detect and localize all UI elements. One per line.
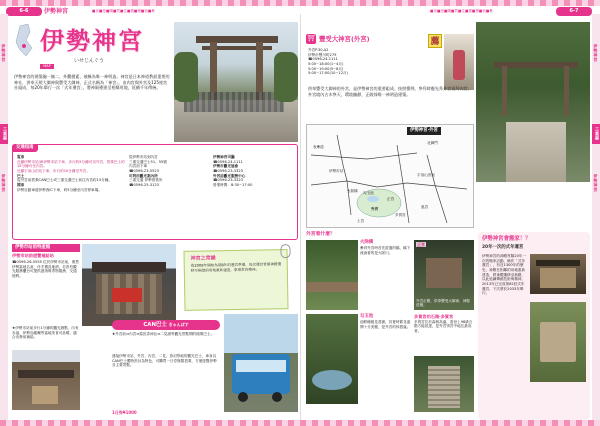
caption-magatama	[360, 314, 412, 404]
map-label-geku: 外宮	[371, 207, 379, 211]
geku-side-photo	[444, 34, 474, 90]
transport-line: 內宮前下車	[129, 164, 147, 169]
right-rail-top: 伊勢神宮	[593, 44, 599, 62]
title-block	[40, 26, 144, 56]
caption-hiyoke	[360, 240, 412, 310]
caption-seigu-title: 正宮	[417, 242, 425, 247]
shop-body: ☎0596-26-5555 位於伊勢市站前，販售伊勢當地名產、伴手禮及地酒，另設有觀光服務櫃台可提供諮詢與寄物服務，交通便利。	[12, 260, 80, 279]
map-label-magatama: 勾玉池	[363, 191, 374, 195]
transport-line: 伊勢神宮司廳	[213, 155, 235, 159]
caption-magatama-text: 池畔種植花菖蒲，初夏時繁花盛開十分美麗，是外宮的休憩處。	[360, 319, 411, 329]
caption-taga-text: 多賀宮位於森林高處，需登上98級石階方能抵達，是外宮別宮中地位最高者。	[414, 319, 473, 334]
geku-info	[308, 48, 428, 76]
photo-hiyoke-bridge	[306, 240, 358, 310]
transport-line: ☎0596-23-5523	[129, 169, 159, 174]
caption-seigu-text: 外宮正殿，供奉豐受大御神，神聖莊嚴。	[416, 298, 470, 308]
can-bus-title-text: CAN巴士	[143, 322, 167, 328]
transport-box	[12, 144, 298, 240]
transport-line: 可利用觀光案內所	[129, 173, 158, 178]
right-rail-bottom: 伊勢神宮	[593, 174, 599, 192]
photo-seigu	[414, 240, 474, 310]
left-rail-top: 伊勢神宮	[1, 44, 7, 62]
left-side-rail	[0, 14, 8, 426]
shop-building-photo	[82, 244, 176, 326]
photo-magatama-pond	[306, 314, 358, 404]
geku-title-block	[306, 34, 370, 44]
geku-map	[306, 124, 474, 228]
can-bus-intro: ★外宮前⇔內宮⇔猿田彥神社⇔二見浦等觀光景點間的循環巴士。	[112, 332, 215, 336]
map-label-seigu: 正宮	[387, 197, 395, 201]
geku-body: 供奉豐受大御神的外宮，是伊勢神宮的重要組成。按照慣例，參拜時應先拜外宮再拜內宮。外宮境內古木參天，環境幽靜，正殿採唯一神明造建築。	[308, 86, 472, 97]
shrine-icon: ⛩	[307, 35, 315, 42]
caption-hiyoke-text: 參拜外宮時首先經過的橋，橋下流淌著的是火除川。	[360, 245, 411, 255]
transport-line: 伊勢市觀光協會	[213, 164, 239, 169]
page-fold	[300, 14, 301, 426]
geku-info-line: 5:00~18:00(1~4月)	[308, 62, 344, 67]
torii-photo	[174, 22, 298, 142]
geku-info-line: 伊勢市豐川町279	[308, 52, 337, 57]
transport-line: 營業時間：8:30~17:00	[213, 183, 253, 188]
caption-hiyoke-title: 火除橋	[360, 240, 374, 245]
left-rail-bottom: 伊勢神宮	[1, 174, 7, 192]
intro-text: 伊勢神宮的建築獨一無二，外觀樸素，被稱為唯一神明造。神宮是日本神道教最重要的神社，供奉天照大御神與豐受大御神，正式名稱為「神宮」，由內宮與外宮及125座宮社組成，每20年舉行一次「式年遷宮」，將神殿遷建至相鄰用地，延續千年傳統。	[14, 74, 170, 91]
shop-title: 伊勢市站前特產館	[12, 244, 80, 252]
caption-taga-title: 多賀宮的石階‧多賀宮	[414, 314, 454, 319]
transport-line: 從伊勢市站到內宮	[129, 155, 158, 159]
map-label-ujiyamada: 宇治山田站	[417, 173, 435, 177]
sengu-photo	[530, 254, 586, 294]
map-label-kitamikado: 北御門	[427, 141, 438, 145]
transport-line: ☎0596-23-3323	[213, 169, 243, 174]
left-rail-tab[interactable]: 三重縣	[0, 124, 8, 144]
transport-line: ☎0596-25-3123	[129, 183, 159, 188]
note-card-title: 神宮之常識	[190, 255, 216, 262]
right-page-number: 6-7	[556, 7, 592, 16]
sengu-subtitle: 20年一次的式年遷宮	[482, 245, 524, 250]
sengu-sidebar	[478, 232, 590, 420]
right-side-rail	[592, 14, 600, 426]
transport-line: 三重交通 伊勢營業所	[129, 178, 163, 183]
map-tag[interactable]: MAP	[40, 64, 54, 69]
map-label-hiyoke: 火除橋	[347, 189, 358, 193]
transport-line: 開車	[17, 183, 25, 188]
title-reading: いせじんぐう	[74, 58, 105, 64]
map-svg	[307, 125, 475, 229]
sengu-photo-2	[530, 302, 586, 382]
geku-info-line: 5:00~17:00(10~12月)	[308, 71, 348, 76]
transport-col2	[129, 155, 209, 188]
transport-line: 近鐵伊勢市站/JR伊勢市站下車，步行約5分鐘可至外宮，搭乘巴士約15分鐘可至內宮。	[17, 159, 125, 169]
caption-taga	[414, 314, 474, 354]
photos-heading: 外宮看什麼？	[306, 232, 335, 237]
transport-line: 三重交通巴士51、55號	[129, 159, 167, 164]
transport-line: 近鐵宇治山田站下車，步行約10分鐘至外宮。	[17, 169, 90, 174]
sengu-title: 伊勢神宮會搬家！？	[482, 236, 531, 242]
shop-detail: ★伊勢市站前步行1分鐘的觀光據點，內有赤福、伊勢烏龍麵等當地美食可品嚐，適合出發前補給。	[12, 326, 79, 340]
left-section-title: 伊勢神宮	[44, 8, 69, 15]
shop-street-photo	[12, 350, 80, 410]
transport-line: 從外宮前搭乘CAN巴士或三重交通巴士前往內宮約15分鐘。	[17, 178, 112, 183]
bottom-stripe	[0, 420, 600, 426]
can-bus-photo	[224, 314, 298, 412]
can-bus-title	[112, 320, 220, 330]
shop-subtitle: 伊勢市站前遊覽補給站	[12, 253, 54, 258]
transport-line: 外宮前觀光服務中心	[213, 173, 246, 178]
left-header-tags: ■食■遊■購■買■住■賣■樂■宿■參	[92, 9, 155, 13]
photo-taga-stairs	[414, 356, 474, 412]
can-bus-body: 連接伊勢市站、外宮、內宮、二見、鳥羽等地的觀光巴士，車身以CAN巴士獨特設計為特色，可購買一日券無限搭乘，方便遊覽伊勢各主要景點。	[112, 354, 217, 368]
top-stripe	[0, 0, 600, 6]
geku-path-photo	[476, 22, 590, 182]
geku-info-line: ☎0596-24-1111	[308, 57, 338, 62]
geku-title: 豐受大神宮(外宮)	[319, 34, 370, 43]
transport-line: 電車	[17, 155, 25, 159]
right-rail-tab[interactable]: 三重縣	[592, 124, 600, 144]
left-page-number: 6-6	[6, 7, 42, 16]
sengu-body: 伊勢神宮的神殿每隔20年一次的搬家活動，稱作「式年遷宮」，有近1300年的歷史。神殿在相鄰的用地重新建造，將神體遷移至新殿，以此延續傳統技術與精神，2013年已完成第62回式年遷宮，下次將於2033年舉行。	[482, 254, 527, 296]
can-bus-price: 1日券¥1000	[112, 410, 137, 415]
japan-locator-map	[12, 22, 36, 58]
map-label-kazenomiya: 風宮	[421, 205, 429, 209]
transport-line: ☎0596-23-3323	[213, 178, 243, 183]
transport-line: 伊勢自動車道伊勢西IC下車，約5分鐘至內宮停車場。	[17, 187, 102, 192]
map-title: 伊勢神宮‧外宮	[407, 127, 441, 135]
right-header-tags: ■食■遊■購■買■住■賣■樂■宿■參	[430, 9, 493, 13]
recommended-badge: 薦	[428, 34, 442, 48]
map-label-tsuchinomiya: 土宮	[357, 219, 365, 223]
transport-col3	[213, 155, 295, 188]
map-label-omotesando: 表參道	[313, 145, 324, 149]
transport-line: ☎0596-24-1111	[213, 159, 243, 164]
geku-info-line: 外宮P.30,A2	[308, 48, 329, 52]
note-card	[183, 249, 288, 311]
note-card-body: 從2008年開始為期8年的遷宮準備，每次遷宮皆將神殿遷移至隔壁的用地重新建造，象徵常若精神。	[190, 262, 282, 273]
transport-col1	[17, 155, 125, 192]
page-title: 伊勢神宮	[40, 25, 144, 55]
map-label-taganomiya: 多賀宮	[395, 213, 406, 217]
can-bus-title-jp: きゃんばす	[168, 322, 189, 327]
transport-line: 巴士	[17, 173, 25, 178]
paperclip-icon	[280, 244, 290, 258]
transport-title: 交通指南	[12, 144, 38, 152]
map-label-iseshi: 伊勢市站	[329, 169, 344, 173]
geku-info-line: 5:00~19:00(5~8月)	[308, 66, 344, 71]
caption-magatama-title: 勾玉池	[360, 314, 374, 319]
